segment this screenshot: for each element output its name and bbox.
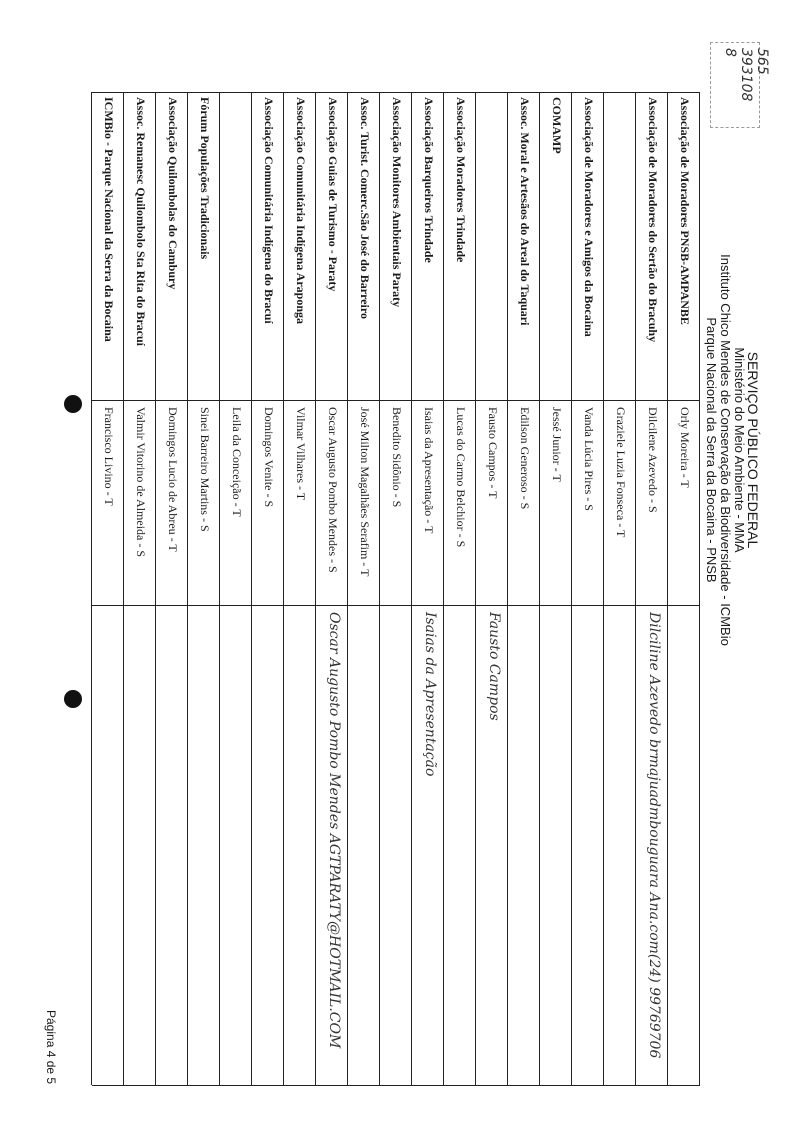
representative-name: Leila da Conceição - T bbox=[230, 407, 244, 517]
table-row-divider bbox=[219, 92, 220, 1085]
stamp-line-2: 393108 bbox=[738, 48, 754, 102]
handwritten-signature: Fausto Campos bbox=[486, 612, 502, 721]
organization-name: Associação de Moradores e Amigos da Bocaina bbox=[582, 97, 596, 337]
punch-hole bbox=[64, 690, 82, 708]
representative-name: Fausto Campos - T bbox=[486, 407, 500, 499]
representative-name: José Milton Magalhães Serafim - T bbox=[358, 407, 372, 577]
organization-name: ICMBio - Parque Nacional da Serra da Bocaina bbox=[102, 97, 116, 342]
header-line-3: Instituto Chico Mendes de Conservação da Biodiversidade - ICMBio bbox=[718, 254, 733, 646]
organization-name: Assoc. Turist. Comerc.São José do Barreiro bbox=[358, 97, 372, 319]
handwritten-signature: Oscar Augusto Pombo Mendes AGTPARATY@HOTMAIL.COM bbox=[326, 612, 342, 1049]
handwritten-signature: Dilciline Azevedo brmajuadmbouguara Ana.com(24) 99769706 bbox=[646, 612, 662, 1059]
table-row-divider bbox=[379, 92, 380, 1085]
representative-name: Lucas do Carmo Belchior - S bbox=[454, 407, 468, 548]
table-column-divider bbox=[92, 605, 700, 606]
table-row-divider bbox=[347, 92, 348, 1085]
table-row-divider bbox=[667, 92, 668, 1085]
table-row-divider bbox=[411, 92, 412, 1085]
representative-name: Francisco Livino - T bbox=[102, 407, 116, 506]
table-row-divider bbox=[251, 92, 252, 1085]
organization-name: Associação de Moradores PNSB-AMPANBE bbox=[678, 97, 692, 325]
organization-name: Associação Monitores Ambientais Paraty bbox=[390, 97, 404, 308]
stamp-line-3: 8 bbox=[722, 48, 738, 57]
stamp-line-1: 565 bbox=[754, 48, 770, 75]
handwritten-signature: Isaias da Apresentação bbox=[422, 612, 438, 777]
table-row-divider bbox=[123, 92, 124, 1085]
table-row-divider bbox=[315, 92, 316, 1085]
representative-name: Jessé Junior - T bbox=[550, 407, 564, 482]
representative-name: Vilmar Vilhares - T bbox=[294, 407, 308, 501]
representative-name: Sinei Barreiro Martins - S bbox=[198, 407, 212, 532]
table-row-divider bbox=[507, 92, 508, 1085]
organization-name: Assoc. Moral e Artesãos do Areal do Taquari bbox=[518, 97, 532, 326]
representative-name: Oscar Augusto Pombo Mendes - S bbox=[326, 407, 340, 573]
header-line-4: Parque Nacional da Serra da Bocaina - PNSB bbox=[704, 317, 719, 583]
table-row-divider bbox=[443, 92, 444, 1085]
organization-name: Associação de Moradores do Sertão do Bracuhy bbox=[646, 97, 660, 343]
representative-name: Edilson Generoso - S bbox=[518, 407, 532, 510]
table-row-divider bbox=[475, 92, 476, 1085]
representative-name: Domingos Venite - S bbox=[262, 407, 276, 508]
table-row-divider bbox=[699, 92, 700, 1085]
header-line-1: SERVIÇO PÚBLICO FEDERAL bbox=[745, 351, 761, 549]
table-row-divider bbox=[155, 92, 156, 1085]
organization-name: Associação Barqueiros Trindade bbox=[422, 97, 436, 263]
table-row-divider bbox=[603, 92, 604, 1085]
table-row-divider bbox=[187, 92, 188, 1085]
organization-name: Fórum Populações Tradicionais bbox=[198, 97, 212, 260]
organization-name: COMAMP bbox=[550, 97, 564, 154]
table-row-divider bbox=[571, 92, 572, 1085]
table-column-divider bbox=[92, 1085, 700, 1086]
table-row-divider bbox=[283, 92, 284, 1085]
representative-name: Benedito Sidônio - S bbox=[390, 407, 404, 508]
representative-name: Valmir Vitorino de Almeida - S bbox=[134, 407, 148, 558]
table-row-divider bbox=[539, 92, 540, 1085]
organization-name: Associação Comunitária Indígena Araponga bbox=[294, 97, 308, 325]
table-column-divider bbox=[92, 92, 700, 93]
representative-name: Orly Moreira - T bbox=[678, 407, 692, 488]
organization-name: Associação Quilombolas do Cambury bbox=[166, 97, 180, 290]
table-row-divider bbox=[635, 92, 636, 1085]
organization-name: Associação Moradores Trindade bbox=[454, 97, 468, 263]
punch-hole bbox=[64, 395, 82, 413]
organization-name: Associação Guias de Turismo - Paraty bbox=[326, 97, 340, 292]
representative-name: Isaias da Apresentação - T bbox=[422, 407, 436, 534]
table-row-divider bbox=[91, 92, 92, 1085]
table-column-divider bbox=[92, 400, 700, 401]
header-line-2: Ministério do Meio Ambiente - MMA bbox=[732, 347, 747, 553]
representative-name: Graziele Luzia Fonseca - T bbox=[614, 407, 628, 538]
representative-name: Dilcilene Azevedo - S bbox=[646, 407, 660, 513]
representative-name: Domingos Lucio de Abreu - T bbox=[166, 407, 180, 552]
organization-name: Associação Comunitária Indígena do Bracuí bbox=[262, 97, 276, 324]
representative-name: Vanda Lúcia Pires - S bbox=[582, 407, 596, 511]
page-number: Página 4 de 5 bbox=[44, 1010, 58, 1085]
organization-name: Assoc. Remanesc Quilombolo Sta Rita do Bracuí bbox=[134, 97, 148, 346]
